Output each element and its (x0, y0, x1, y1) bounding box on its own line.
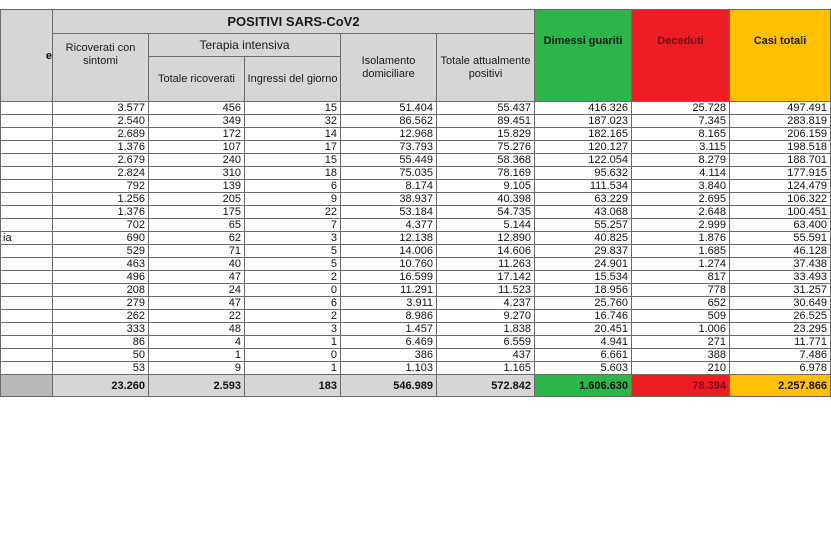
ricoverati-cell: 50 (53, 349, 149, 362)
casi-cell: 177.915 (730, 167, 831, 180)
region-header-label: e (45, 49, 52, 62)
totals-row (1, 375, 831, 397)
ingressi-cell: 32 (245, 115, 341, 128)
positivi-cell: 75.276 (437, 141, 535, 154)
casi-cell: 106.322 (730, 193, 831, 206)
casi-cell: 33.493 (730, 271, 831, 284)
region-cell (1, 284, 53, 297)
ingressi-cell: 7 (245, 219, 341, 232)
totale-ricoverati-cell: 172 (149, 128, 245, 141)
region-cell (1, 206, 53, 219)
region-cell (1, 167, 53, 180)
casi-cell: 37.438 (730, 258, 831, 271)
deceduti-cell: 271 (632, 336, 730, 349)
totale-ricoverati-cell: 40 (149, 258, 245, 271)
deceduti-cell: 3.840 (632, 180, 730, 193)
positivi-cell: 58.368 (437, 154, 535, 167)
ingressi-cell: 15 (245, 154, 341, 167)
ingressi-cell: 0 (245, 349, 341, 362)
ingressi-cell: 22 (245, 206, 341, 219)
positivi-cell: 437 (437, 349, 535, 362)
totale-ricoverati-cell: 9 (149, 362, 245, 375)
isolamento-header: Isolamento domiciliare (341, 34, 437, 102)
ingressi-cell: 14 (245, 128, 341, 141)
totale-ricoverati-cell: 205 (149, 193, 245, 206)
dimessi-cell: 6.661 (535, 349, 632, 362)
table-row (1, 232, 831, 245)
table-row (1, 167, 831, 180)
region-cell (1, 219, 53, 232)
dimessi-cell: 25.760 (535, 297, 632, 310)
dimessi-cell: 18.956 (535, 284, 632, 297)
deceduti-cell: 1.274 (632, 258, 730, 271)
positivi-cell: 11.263 (437, 258, 535, 271)
region-cell (1, 362, 53, 375)
ingressi-cell: 17 (245, 141, 341, 154)
dimessi-cell: 16.746 (535, 310, 632, 323)
ricoverati-cell: 496 (53, 271, 149, 284)
region-cell (1, 297, 53, 310)
positivi-cell: 6.559 (437, 336, 535, 349)
total-ricoverati: 23.260 (53, 375, 149, 397)
total-casi: 2.257.866 (730, 375, 831, 397)
isolamento-cell: 8.986 (341, 310, 437, 323)
casi-cell: 283.819 (730, 115, 831, 128)
region-cell (1, 193, 53, 206)
isolamento-cell: 16.599 (341, 271, 437, 284)
ingressi-cell: 18 (245, 167, 341, 180)
positivi-cell: 40.398 (437, 193, 535, 206)
casi-cell: 198.518 (730, 141, 831, 154)
region-cell (1, 128, 53, 141)
ingressi-cell: 5 (245, 245, 341, 258)
totale-ricoverati-cell: 62 (149, 232, 245, 245)
table-row (1, 180, 831, 193)
dimessi-cell: 29.837 (535, 245, 632, 258)
table-row (1, 245, 831, 258)
total-dimessi: 1.606.630 (535, 375, 632, 397)
totale-ricoverati-cell: 71 (149, 245, 245, 258)
deceduti-cell: 2.999 (632, 219, 730, 232)
deceduti-cell: 509 (632, 310, 730, 323)
table-row (1, 128, 831, 141)
casi-cell: 188.701 (730, 154, 831, 167)
total-isolamento: 546.989 (341, 375, 437, 397)
deceduti-cell: 25.728 (632, 102, 730, 115)
table-row (1, 102, 831, 115)
positivi-cell: 4.237 (437, 297, 535, 310)
totale-positivi-header: Totale attualmente positivi (437, 34, 535, 102)
isolamento-cell: 38.937 (341, 193, 437, 206)
totale-ricoverati-cell: 349 (149, 115, 245, 128)
ingressi-header: Ingressi del giorno (245, 57, 341, 102)
ricoverati-cell: 86 (53, 336, 149, 349)
totale-ricoverati-cell: 240 (149, 154, 245, 167)
positivi-cell: 9.105 (437, 180, 535, 193)
deceduti-cell: 1.685 (632, 245, 730, 258)
ricoverati-cell: 690 (53, 232, 149, 245)
ingressi-cell: 0 (245, 284, 341, 297)
deceduti-cell: 817 (632, 271, 730, 284)
totale-ricoverati-cell: 107 (149, 141, 245, 154)
positivi-cell: 78.169 (437, 167, 535, 180)
ricoverati-cell: 1.376 (53, 206, 149, 219)
region-cell (1, 180, 53, 193)
table-row (1, 349, 831, 362)
positivi-cell: 12.890 (437, 232, 535, 245)
positivi-cell: 15.829 (437, 128, 535, 141)
region-cell (1, 310, 53, 323)
table-row (1, 362, 831, 375)
ricoverati-cell: 279 (53, 297, 149, 310)
dimessi-cell: 120.127 (535, 141, 632, 154)
total-totale-ricoverati: 2.593 (149, 375, 245, 397)
casi-cell: 46.128 (730, 245, 831, 258)
positivi-cell: 54.735 (437, 206, 535, 219)
totale-ricoverati-cell: 4 (149, 336, 245, 349)
region-cell (1, 141, 53, 154)
deceduti-cell: 8.279 (632, 154, 730, 167)
totale-ricoverati-cell: 48 (149, 323, 245, 336)
region-cell (1, 349, 53, 362)
totals-region-cell (1, 375, 53, 397)
region-cell (1, 323, 53, 336)
casi-cell: 55.591 (730, 232, 831, 245)
isolamento-cell: 86.562 (341, 115, 437, 128)
dimessi-cell: 95.632 (535, 167, 632, 180)
region-cell (1, 271, 53, 284)
ricoverati-cell: 3.577 (53, 102, 149, 115)
total-ingressi: 183 (245, 375, 341, 397)
deceduti-header: Deceduti (632, 10, 730, 102)
positivi-cell: 89.451 (437, 115, 535, 128)
ricoverati-header: Ricoverati con sintomi (53, 34, 149, 102)
dimessi-cell: 24.901 (535, 258, 632, 271)
positivi-cell: 9.270 (437, 310, 535, 323)
deceduti-cell: 4.114 (632, 167, 730, 180)
region-cell (1, 336, 53, 349)
dimessi-cell: 187.023 (535, 115, 632, 128)
totale-ricoverati-cell: 47 (149, 271, 245, 284)
ricoverati-cell: 2.824 (53, 167, 149, 180)
dimessi-cell: 111.534 (535, 180, 632, 193)
deceduti-cell: 8.165 (632, 128, 730, 141)
positivi-cell: 1.165 (437, 362, 535, 375)
table-row (1, 323, 831, 336)
casi-cell: 124.479 (730, 180, 831, 193)
region-cell (1, 154, 53, 167)
positivi-cell: 11.523 (437, 284, 535, 297)
covid-summary-table-container (0, 9, 827, 397)
positivi-cell: 14.606 (437, 245, 535, 258)
isolamento-cell: 4.377 (341, 219, 437, 232)
casi-cell: 23.295 (730, 323, 831, 336)
dimessi-cell: 40.825 (535, 232, 632, 245)
isolamento-cell: 8.174 (341, 180, 437, 193)
casi-cell: 26.525 (730, 310, 831, 323)
ingressi-cell: 3 (245, 232, 341, 245)
isolamento-cell: 55.449 (341, 154, 437, 167)
deceduti-cell: 210 (632, 362, 730, 375)
covid-summary-table (0, 9, 831, 397)
isolamento-cell: 75.035 (341, 167, 437, 180)
casi-cell: 7.486 (730, 349, 831, 362)
dimessi-cell: 20.451 (535, 323, 632, 336)
ingressi-cell: 6 (245, 180, 341, 193)
ricoverati-cell: 529 (53, 245, 149, 258)
ingressi-cell: 5 (245, 258, 341, 271)
table-row (1, 115, 831, 128)
deceduti-cell: 1.006 (632, 323, 730, 336)
table-row (1, 336, 831, 349)
deceduti-cell: 7.345 (632, 115, 730, 128)
table-row (1, 297, 831, 310)
isolamento-cell: 3.911 (341, 297, 437, 310)
ingressi-cell: 2 (245, 310, 341, 323)
positivi-cell: 1.838 (437, 323, 535, 336)
deceduti-cell: 2.648 (632, 206, 730, 219)
region-cell: ia (1, 232, 53, 245)
deceduti-cell: 1.876 (632, 232, 730, 245)
region-cell (1, 245, 53, 258)
total-positivi: 572.842 (437, 375, 535, 397)
ricoverati-cell: 1.256 (53, 193, 149, 206)
isolamento-cell: 10.760 (341, 258, 437, 271)
ricoverati-cell: 2.679 (53, 154, 149, 167)
dimessi-cell: 5.603 (535, 362, 632, 375)
table-row (1, 258, 831, 271)
isolamento-cell: 73.793 (341, 141, 437, 154)
region-header (1, 10, 53, 102)
casi-cell: 63.400 (730, 219, 831, 232)
totale-ricoverati-cell: 456 (149, 102, 245, 115)
positivi-header: POSITIVI SARS-CoV2 (53, 10, 535, 34)
total-deceduti: 78.394 (632, 375, 730, 397)
totale-ricoverati-cell: 139 (149, 180, 245, 193)
ingressi-cell: 6 (245, 297, 341, 310)
totale-ricoverati-cell: 24 (149, 284, 245, 297)
casi-header: Casi totali (730, 10, 831, 102)
isolamento-cell: 51.404 (341, 102, 437, 115)
table-row (1, 271, 831, 284)
totale-ricoverati-cell: 175 (149, 206, 245, 219)
ingressi-cell: 2 (245, 271, 341, 284)
casi-cell: 100.451 (730, 206, 831, 219)
isolamento-cell: 6.469 (341, 336, 437, 349)
ricoverati-cell: 53 (53, 362, 149, 375)
table-row (1, 284, 831, 297)
isolamento-cell: 1.103 (341, 362, 437, 375)
totale-ricoverati-cell: 47 (149, 297, 245, 310)
isolamento-cell: 1.457 (341, 323, 437, 336)
icu-group-header: Terapia intensiva (149, 34, 341, 57)
ricoverati-cell: 208 (53, 284, 149, 297)
totale-ricoverati-cell: 65 (149, 219, 245, 232)
ricoverati-cell: 333 (53, 323, 149, 336)
deceduti-cell: 2.695 (632, 193, 730, 206)
dimessi-header: Dimessi guariti (535, 10, 632, 102)
casi-cell: 31.257 (730, 284, 831, 297)
dimessi-cell: 43.068 (535, 206, 632, 219)
region-cell (1, 258, 53, 271)
casi-cell: 11.771 (730, 336, 831, 349)
casi-cell: 6.978 (730, 362, 831, 375)
ingressi-cell: 15 (245, 102, 341, 115)
isolamento-cell: 386 (341, 349, 437, 362)
positivi-cell: 17.142 (437, 271, 535, 284)
dimessi-cell: 182.165 (535, 128, 632, 141)
table-row (1, 310, 831, 323)
deceduti-cell: 388 (632, 349, 730, 362)
ricoverati-cell: 463 (53, 258, 149, 271)
totale-ricoverati-cell: 22 (149, 310, 245, 323)
isolamento-cell: 11.291 (341, 284, 437, 297)
ingressi-cell: 1 (245, 362, 341, 375)
deceduti-cell: 778 (632, 284, 730, 297)
table-row (1, 206, 831, 219)
totale-ricoverati-cell: 1 (149, 349, 245, 362)
totale-ricoverati-cell: 310 (149, 167, 245, 180)
ricoverati-cell: 792 (53, 180, 149, 193)
casi-cell: 497.491 (730, 102, 831, 115)
positivi-cell: 55.437 (437, 102, 535, 115)
casi-cell: 206.159 (730, 128, 831, 141)
dimessi-cell: 63.229 (535, 193, 632, 206)
ingressi-cell: 1 (245, 336, 341, 349)
ingressi-cell: 9 (245, 193, 341, 206)
positivi-cell: 5.144 (437, 219, 535, 232)
deceduti-cell: 3.115 (632, 141, 730, 154)
dimessi-cell: 122.054 (535, 154, 632, 167)
ricoverati-cell: 1.376 (53, 141, 149, 154)
totale-ricoverati-header: Totale ricoverati (149, 57, 245, 102)
table-row (1, 193, 831, 206)
table-row (1, 141, 831, 154)
ricoverati-cell: 2.540 (53, 115, 149, 128)
deceduti-cell: 652 (632, 297, 730, 310)
table-row (1, 219, 831, 232)
table-row (1, 154, 831, 167)
dimessi-cell: 416.326 (535, 102, 632, 115)
region-cell (1, 115, 53, 128)
isolamento-cell: 14.006 (341, 245, 437, 258)
isolamento-cell: 53.184 (341, 206, 437, 219)
isolamento-cell: 12.138 (341, 232, 437, 245)
table-body (1, 102, 831, 375)
dimessi-cell: 15.534 (535, 271, 632, 284)
ricoverati-cell: 262 (53, 310, 149, 323)
ricoverati-cell: 2.689 (53, 128, 149, 141)
dimessi-cell: 55.257 (535, 219, 632, 232)
isolamento-cell: 12.968 (341, 128, 437, 141)
ricoverati-cell: 702 (53, 219, 149, 232)
region-cell (1, 102, 53, 115)
casi-cell: 30.649 (730, 297, 831, 310)
dimessi-cell: 4.941 (535, 336, 632, 349)
ingressi-cell: 3 (245, 323, 341, 336)
